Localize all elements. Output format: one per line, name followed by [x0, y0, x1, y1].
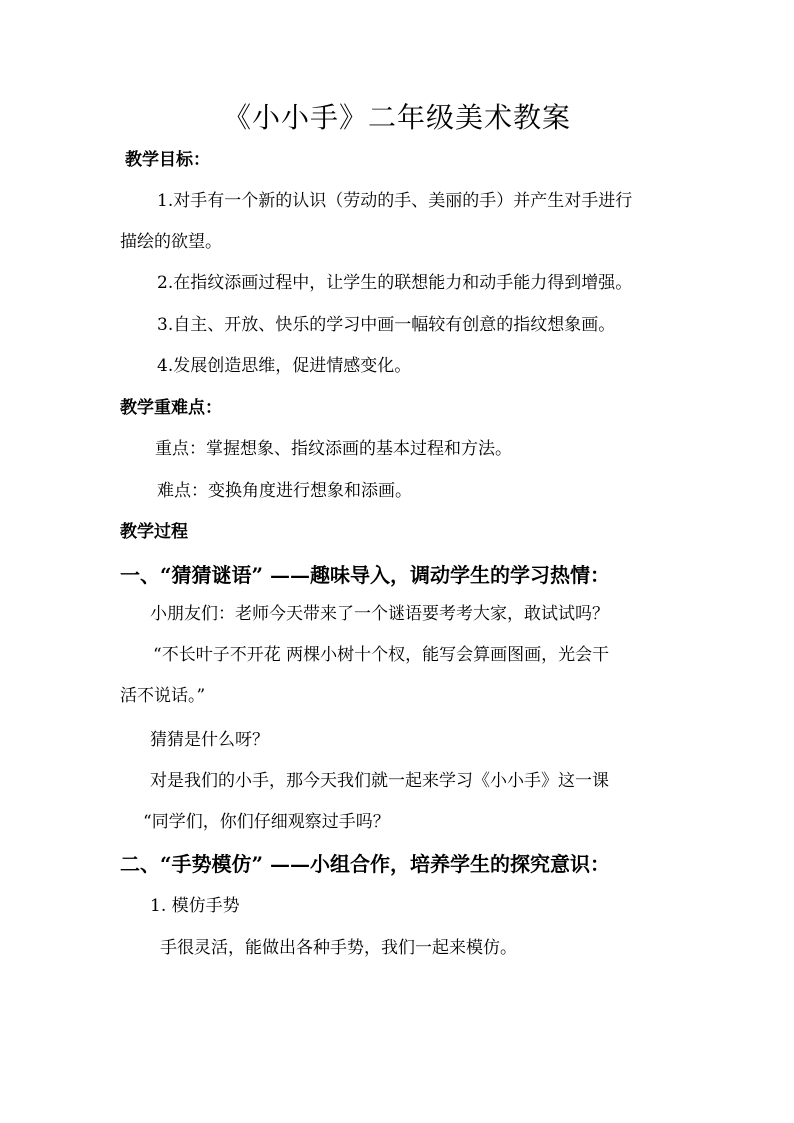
objective-1: 1.对手有一个新的认识（劳动的手、美丽的手）并产生对手进行: [157, 191, 633, 211]
process-heading: 教学过程: [120, 522, 188, 542]
objective-3: 3.自主、开放、快乐的学习中画一幅较有创意的指纹想象画。: [157, 315, 616, 335]
keypoint-focus: 重点：掌握想象、指纹添画的基本过程和方法。: [155, 439, 512, 459]
objective-4: 4.发展创造思维，促进情感变化。: [157, 356, 412, 376]
part1-line-4: 猜猜是什么呀？: [150, 730, 269, 750]
objectives-heading: 教学目标：: [125, 150, 210, 170]
objective-1-continued: 描绘的欲望。: [120, 232, 222, 252]
part1-line-5: 对是我们的小手，那今天我们就一起来学习《小小手》这一课: [150, 771, 609, 791]
keypoint-difficulty: 难点：变换角度进行想象和添画。: [157, 481, 412, 501]
page-title: 《小小手》二年级美术教案: [222, 101, 571, 134]
objective-2: 2.在指纹添画过程中，让学生的联想能力和动手能力得到增强。: [157, 273, 633, 293]
part2-line-2: 手很灵活，能做出各种手势，我们一起来模仿。: [160, 938, 517, 958]
part2-heading: 二、“手势模仿” ——小组合作，培养学生的探究意识：: [120, 852, 610, 876]
part2-line-1: 1. 模仿手势: [150, 896, 240, 916]
keypoints-heading: 教学重难点：: [120, 398, 222, 418]
part1-line-1: 小朋友们：老师今天带来了一个谜语要考考大家，敢试试吗？: [150, 604, 609, 624]
part1-line-6: “同学们，你们仔细观察过手吗？: [143, 812, 390, 832]
part1-heading: 一、“猜猜谜语” ——趣味导入，调动学生的学习热情：: [120, 563, 610, 587]
part1-line-3: 活不说话。”: [120, 686, 206, 706]
part1-line-2: “不长叶子不开花 两棵小树十个杈，能写会算画图画，光会干: [153, 645, 610, 665]
